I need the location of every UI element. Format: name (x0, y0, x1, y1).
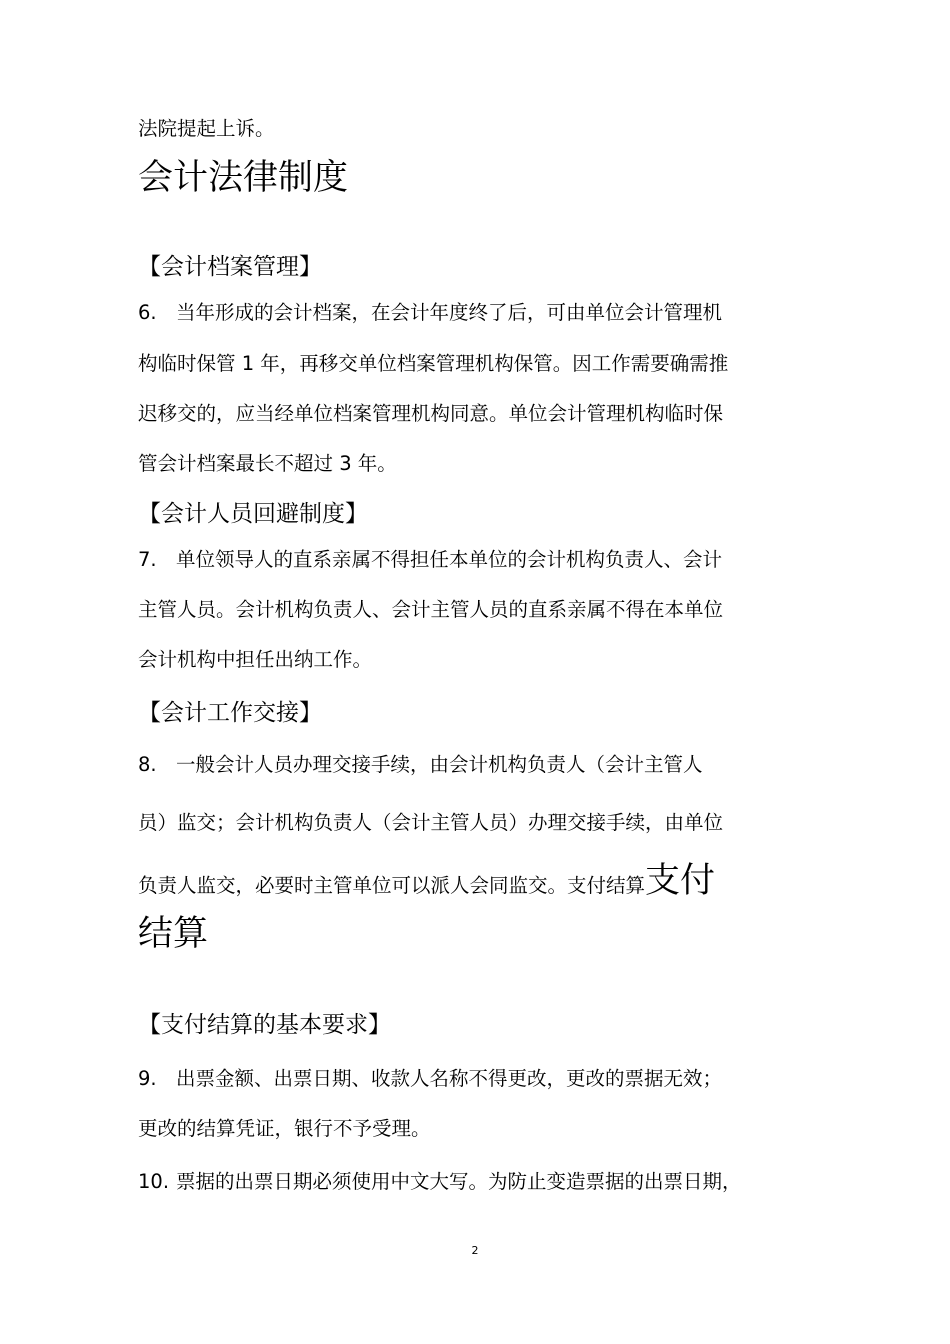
item-7-line-2: 主管人员。会计机构负责人、会计主管人员的直系亲属不得在本单位 (138, 598, 724, 621)
item-text: 单位领导人的直系亲属不得担任本单位的会计机构负责人、会计 (176, 548, 723, 571)
item-text: 出票金额、出票日期、收款人名称不得更改，更改的票据无效； (176, 1067, 723, 1090)
item-7-line-1 (138, 547, 722, 573)
item-10-line-1 (138, 1169, 742, 1195)
item-8-line-3 (138, 861, 716, 901)
item-6-line-1 (138, 300, 722, 326)
item-7-line-3: 会计机构中担任出纳工作。 (138, 648, 373, 671)
intro-line: 法院提起上诉。 (138, 117, 275, 140)
subheading-work-handover: 【会计工作交接】 (138, 700, 322, 726)
item-text: 一般会计人员办理交接手续，由会计机构负责人（会计主管人 (176, 753, 703, 776)
item-6-line-3: 迟移交的，应当经单位档案管理机构同意。单位会计管理机构临时保 (138, 402, 724, 425)
item-text: 当年形成的会计档案，在会计年度终了后，可由单位会计管理机 (176, 301, 723, 324)
item-9-line-1 (138, 1066, 722, 1092)
subheading-avoidance-system: 【会计人员回避制度】 (138, 501, 368, 527)
item-text: 负责人监交，必要时主管单位可以派人会同监交。支付结算 (138, 874, 646, 897)
item-number: 6. (138, 301, 157, 324)
item-9-line-2: 更改的结算凭证，银行不予受理。 (138, 1117, 431, 1140)
item-number: 10. (138, 1170, 170, 1193)
item-8-line-2: 员）监交；会计机构负责人（会计主管人员）办理交接手续，由单位 (138, 811, 724, 834)
item-number: 9. (138, 1067, 157, 1090)
item-8-line-1 (138, 752, 703, 778)
item-6-line-2: 构临时保管 1 年，再移交单位档案管理机构保管。因工作需要确需推 (138, 352, 729, 375)
section-title-inline: 支付 (645, 861, 716, 901)
item-6-line-4: 管会计档案最长不超过 3 年。 (138, 452, 397, 475)
page-number: 2 (471, 1244, 479, 1257)
item-number: 7. (138, 548, 157, 571)
subheading-archive-management: 【会计档案管理】 (138, 254, 322, 280)
item-text: 票据的出票日期必须使用中文大写。为防止变造票据的出票日期， (176, 1170, 742, 1193)
section-title-payment-settlement: 结算 (138, 914, 209, 954)
item-number: 8. (138, 753, 157, 776)
section-title-accounting-law: 会计法律制度 (138, 158, 349, 198)
subheading-payment-basic-requirements: 【支付结算的基本要求】 (138, 1012, 391, 1038)
